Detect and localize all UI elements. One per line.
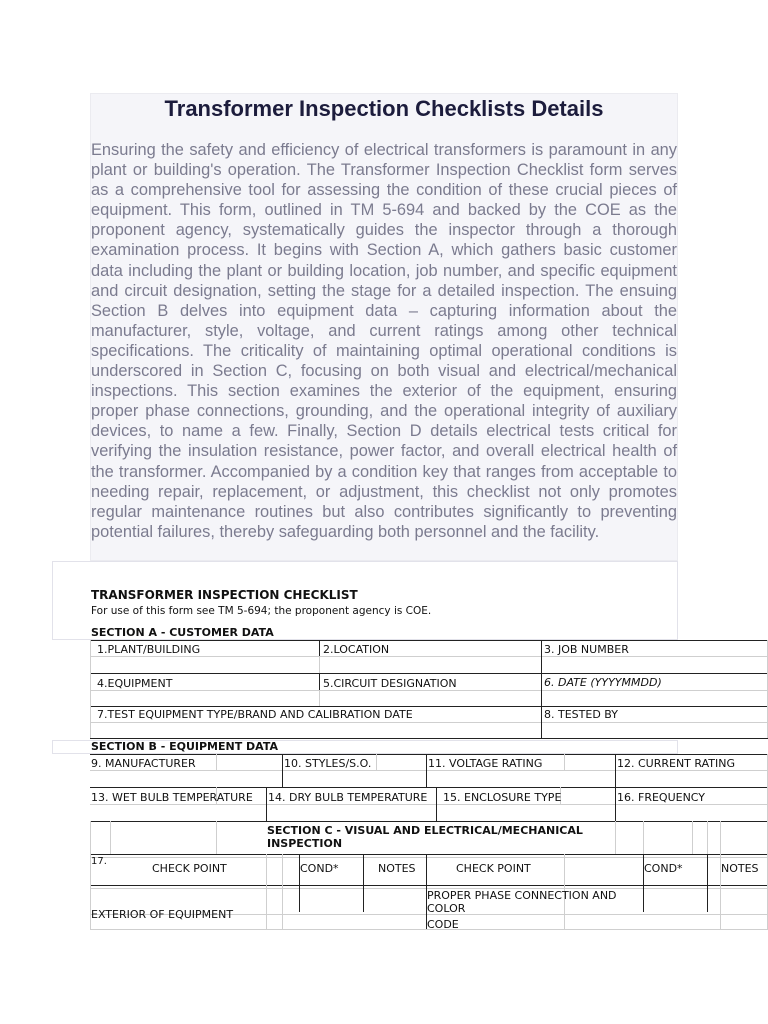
field-voltage-rating: 11. VOLTAGE RATING — [428, 757, 543, 770]
section-c-heading-line1: SECTION C - VISUAL AND ELECTRICAL/MECHANICAL — [267, 824, 583, 837]
field-location: 2.LOCATION — [323, 643, 390, 656]
checkpoint-phase-connection-line1: PROPER PHASE CONNECTION AND — [427, 889, 617, 902]
field-frequency: 16. FREQUENCY — [617, 791, 706, 804]
intro-panel — [90, 93, 678, 561]
field-manufacturer: 9. MANUFACTURER — [91, 757, 196, 770]
field-dry-bulb-temperature: 14. DRY BULB TEMPERATURE — [268, 791, 428, 804]
form-subtitle: For use of this form see TM 5-694; the proponent agency is COE. — [91, 605, 432, 617]
field-current-rating: 12. CURRENT RATING — [617, 757, 735, 770]
field-enclosure-type: 15. ENCLOSURE TYPE — [443, 791, 562, 804]
field-styles-so: 10. STYLES/S.O. — [284, 757, 372, 770]
field-equipment: 4.EQUIPMENT — [97, 677, 173, 690]
section-a-heading: SECTION A - CUSTOMER DATA — [91, 626, 274, 639]
form-title: TRANSFORMER INSPECTION CHECKLIST — [91, 588, 358, 602]
field-17-label: 17. — [91, 856, 107, 867]
section-c-heading-line2: INSPECTION — [267, 837, 343, 850]
section-b-heading: SECTION B - EQUIPMENT DATA — [91, 740, 279, 753]
cond-header-left: COND* — [300, 862, 339, 875]
field-test-equipment: 7.TEST EQUIPMENT TYPE/BRAND AND CALIBRATION DATE — [97, 708, 413, 721]
field-circuit-designation: 5.CIRCUIT DESIGNATION — [323, 677, 457, 690]
intro-title: Transformer Inspection Checklists Details — [164, 96, 604, 121]
checkpoint-exterior-of-equipment: EXTERIOR OF EQUIPMENT — [91, 908, 234, 921]
intro-paragraph: Ensuring the safety and efficiency of electrical transformers is paramount in any plant or building's operation. The Transformer Inspection Checklist form serves as a comprehensive tool for assessing the condition of these crucial pieces of equipment. This form, outlined in TM 5-694 and backed by the COE as the proponent agency, systematically guides the inspector through a thorough examination process. It begins with Section A, which gathers basic customer data including the plant or building location, job number, and specific equipment and circuit designation, setting the stage for a detailed inspection. The ensuing Section B delves into equipment data – capturing information about the manufacturer, style, voltage, and current ratings among other technical specifications. The criticality of maintaining optimal operational conditions is underscored in Section C, focusing on both visual and electrical/mechanical inspections. This section examines the exterior of the equipment, ensuring proper phase connections, grounding, and the operational integrity of auxiliary devices, to name a few. Finally, Section D details electrical tests critical for verifying the insulation resistance, power factor, and overall electrical health of the transformer. Accompanied by a condition key that ranges from acceptable to needing repair, replacement, or adjustment, this checklist not only promotes regular maintenance routines but also contributes significantly to preventing potential failures, thereby safeguarding both personnel and the facility. — [91, 141, 677, 541]
field-job-number: 3. JOB NUMBER — [544, 643, 629, 656]
field-wet-bulb-temperature: 13. WET BULB TEMPERATURE — [91, 791, 253, 804]
cond-header-right: COND* — [644, 862, 683, 875]
notes-header-right: NOTES — [721, 862, 759, 875]
check-point-header-right: CHECK POINT — [456, 862, 531, 875]
field-plant-building: 1.PLANT/BUILDING — [97, 643, 201, 656]
field-date: 6. DATE (YYYYMMDD) — [544, 676, 662, 689]
check-point-header-left: CHECK POINT — [152, 862, 227, 875]
checkpoint-phase-connection-line2: COLOR — [427, 902, 466, 915]
checkpoint-phase-connection-line3: CODE — [427, 918, 459, 931]
notes-header-left: NOTES — [378, 862, 416, 875]
field-tested-by: 8. TESTED BY — [544, 708, 618, 721]
